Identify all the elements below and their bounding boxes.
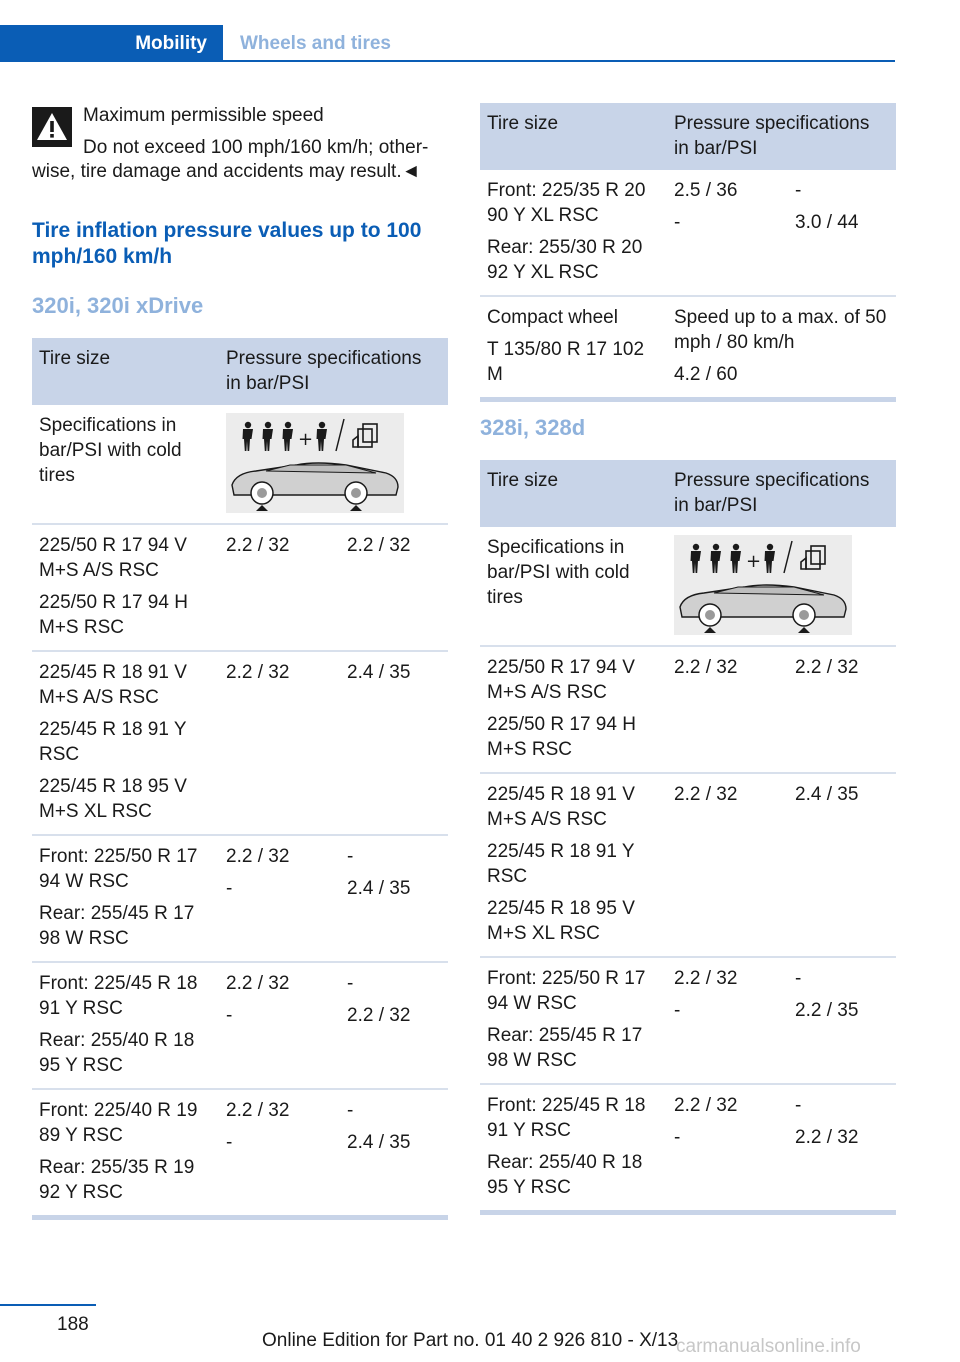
pressure-cell-2-line: - xyxy=(795,1095,802,1116)
vehicle-load-icon xyxy=(674,535,852,635)
pressure-cell-2 xyxy=(788,1084,896,1213)
pressure-cell-1 xyxy=(219,1089,340,1218)
tire-size-cell-line: 225/50 R 17 94 H M+S RSC xyxy=(487,714,636,760)
pressure-cell-1-line: - xyxy=(674,1127,681,1148)
pressure-cell-2-line: 2.4 / 35 xyxy=(795,784,859,805)
section-heading: Tire inflation pressure values up to 100 mph/160 km/h xyxy=(32,219,422,268)
compact-wheel-value: 4.2 / 60 xyxy=(674,364,738,385)
pressure-cell-2 xyxy=(788,646,896,773)
svg-text:+: + xyxy=(746,551,762,572)
tab-wheels-and-tires: Wheels and tires xyxy=(240,32,391,54)
tire-size-cell-line: 225/50 R 17 94 H M+S RSC xyxy=(39,592,188,638)
pressure-table-328i xyxy=(480,460,896,1215)
svg-text:+: + xyxy=(298,429,314,450)
pressure-cell-1-line: 2.2 / 32 xyxy=(674,657,738,678)
pressure-cell-2-line: 2.2 / 32 xyxy=(347,1005,411,1026)
table-row xyxy=(480,527,896,646)
tire-size-cell-line: Front: 225/45 R 18 91 Y RSC xyxy=(487,1095,646,1141)
pressure-cell-2 xyxy=(788,170,896,296)
compact-wheel-cell xyxy=(480,296,667,400)
col-header-pressure: Pressure specifications in bar/PSI xyxy=(667,460,896,527)
pressure-cell-1-line: 2.2 / 32 xyxy=(226,535,290,556)
tire-size-cell-line: Front: 225/35 R 20 90 Y XL RSC xyxy=(487,180,646,226)
spec-label: Specifications in bar/PSI with cold tires xyxy=(480,527,667,646)
tire-size-cell-line: Rear: 255/45 R 17 98 W RSC xyxy=(39,903,195,949)
warning-block xyxy=(32,103,448,185)
col-header-tire-size: Tire size xyxy=(32,338,219,405)
pressure-cell-1 xyxy=(667,773,788,957)
pressure-cell-2-line: - xyxy=(795,180,802,201)
tire-size-cell-line: 225/45 R 18 91 Y RSC xyxy=(487,841,635,887)
table-row xyxy=(32,962,448,1089)
spec-label: Specifications in bar/PSI with cold tires xyxy=(32,405,219,524)
pressure-cell-2-line: 2.2 / 32 xyxy=(795,1127,859,1148)
tire-size-cell-line: Front: 225/40 R 19 89 Y RSC xyxy=(39,1100,198,1146)
pressure-cell-1 xyxy=(219,835,340,962)
tire-size-cell xyxy=(32,962,219,1089)
load-cell xyxy=(667,527,896,646)
compact-wheel-size: T 135/80 R 17 102 M xyxy=(487,339,645,385)
pressure-cell-1-line: 2.5 / 36 xyxy=(674,180,738,201)
pressure-table-continued xyxy=(480,103,896,402)
col-header-tire-size: Tire size xyxy=(480,103,667,170)
pressure-cell-2-line: - xyxy=(347,1100,354,1121)
tire-size-cell-line: 225/45 R 18 95 V M+S XL RSC xyxy=(39,776,187,822)
pressure-cell-2-line: 2.4 / 35 xyxy=(347,1132,411,1153)
pressure-cell-1-line: 2.2 / 32 xyxy=(226,973,290,994)
tab-mobility: Mobility xyxy=(0,25,223,62)
tire-size-cell-line: 225/50 R 17 94 V M+S A/S RSC xyxy=(39,535,187,581)
tire-size-cell xyxy=(480,957,667,1084)
tire-size-cell-line: 225/45 R 18 91 V M+S A/S RSC xyxy=(39,662,187,708)
pressure-cell-1-line: 2.2 / 32 xyxy=(674,784,738,805)
pressure-table-320i xyxy=(32,338,448,1220)
pressure-cell-2 xyxy=(788,957,896,1084)
table-row xyxy=(32,651,448,835)
pressure-cell-2-line: 2.2 / 35 xyxy=(795,1000,859,1021)
tire-size-cell-line: 225/50 R 17 94 V M+S A/S RSC xyxy=(487,657,635,703)
pressure-cell-2 xyxy=(340,835,448,962)
tire-size-cell-line: Rear: 255/40 R 18 95 Y RSC xyxy=(487,1152,643,1198)
col-header-pressure: Pressure specifications in bar/PSI xyxy=(667,103,896,170)
pressure-cell-1 xyxy=(667,170,788,296)
col-header-tire-size: Tire size xyxy=(480,460,667,527)
pressure-cell-1-line: - xyxy=(226,1132,233,1153)
pressure-cell-1-line: 2.2 / 32 xyxy=(674,1095,738,1116)
model-heading-328i: 328i, 328d xyxy=(480,415,586,440)
pressure-cell-2 xyxy=(340,651,448,835)
tire-size-cell xyxy=(32,1089,219,1218)
tire-size-cell-line: Rear: 255/45 R 17 98 W RSC xyxy=(487,1025,643,1071)
pressure-cell-1-line: 2.2 / 32 xyxy=(226,846,290,867)
pressure-cell-1-line: 2.2 / 32 xyxy=(226,662,290,683)
pressure-cell-2-line: 2.2 / 32 xyxy=(795,657,859,678)
pressure-cell-2 xyxy=(788,773,896,957)
load-cell xyxy=(219,405,448,524)
table-row xyxy=(32,835,448,962)
pressure-cell-2-line: - xyxy=(347,846,354,867)
pressure-cell-1-line: - xyxy=(674,212,681,233)
tire-size-cell xyxy=(480,1084,667,1213)
tire-size-cell-line: Front: 225/50 R 17 94 W RSC xyxy=(39,846,198,892)
pressure-cell-2 xyxy=(340,962,448,1089)
compact-wheel-note: Speed up to a max. of 50 mph / 80 km/h xyxy=(674,307,887,353)
pressure-cell-1 xyxy=(219,651,340,835)
pressure-cell-2 xyxy=(340,1089,448,1218)
warning-title: Maximum permissible speed xyxy=(83,105,324,126)
pressure-cell-1-line: - xyxy=(226,878,233,899)
tire-size-cell-line: 225/45 R 18 91 Y RSC xyxy=(39,719,187,765)
edition-text: Online Edition for Part no. 01 40 2 926 810 - X/13 xyxy=(262,1330,679,1351)
table-row xyxy=(480,773,896,957)
pressure-cell-1 xyxy=(219,962,340,1089)
tire-size-cell-line: Rear: 255/30 R 20 92 Y XL RSC xyxy=(487,237,643,283)
pressure-cell-2-line: 3.0 / 44 xyxy=(795,212,859,233)
tire-size-cell xyxy=(480,773,667,957)
footer-rule xyxy=(0,1304,96,1306)
table-row xyxy=(480,957,896,1084)
pressure-cell-1 xyxy=(219,524,340,651)
warning-text-2: wise, tire damage and accidents may result.◄ xyxy=(32,161,421,182)
tire-size-cell xyxy=(32,524,219,651)
tire-size-cell-line: Front: 225/45 R 18 91 Y RSC xyxy=(39,973,198,1019)
pressure-cell-2 xyxy=(340,524,448,651)
tire-size-cell-line: Rear: 255/40 R 18 95 Y RSC xyxy=(39,1030,195,1076)
tire-size-cell xyxy=(32,835,219,962)
pressure-cell-2-line: 2.4 / 35 xyxy=(347,878,411,899)
tire-size-cell xyxy=(480,646,667,773)
pressure-cell-2-line: - xyxy=(347,973,354,994)
tire-size-cell-line: 225/45 R 18 91 V M+S A/S RSC xyxy=(487,784,635,830)
compact-wheel-pressure xyxy=(667,296,896,400)
table-row xyxy=(32,405,448,524)
table-row xyxy=(480,170,896,296)
col-header-pressure: Pressure specifications in bar/PSI xyxy=(219,338,448,405)
warning-text-1: Do not exceed 100 mph/160 km/h; other- xyxy=(83,137,429,158)
table-row xyxy=(480,646,896,773)
pressure-cell-1-line: 2.2 / 32 xyxy=(226,1100,290,1121)
tire-size-cell-line: Rear: 255/35 R 19 92 Y RSC xyxy=(39,1157,195,1203)
pressure-cell-2-line: - xyxy=(795,968,802,989)
tire-size-cell xyxy=(480,170,667,296)
vehicle-load-icon xyxy=(226,413,404,513)
table-row-compact-wheel xyxy=(480,296,896,400)
tire-size-cell xyxy=(32,651,219,835)
table-row xyxy=(480,1084,896,1213)
warning-triangle-icon xyxy=(32,107,72,147)
tire-size-cell-line: 225/45 R 18 95 V M+S XL RSC xyxy=(487,898,635,944)
compact-wheel-label: Compact wheel xyxy=(487,307,618,328)
table-row xyxy=(32,524,448,651)
watermark: carmanualsonline.info xyxy=(676,1336,861,1357)
pressure-cell-1 xyxy=(667,957,788,1084)
pressure-cell-1 xyxy=(667,1084,788,1213)
pressure-cell-1-line: 2.2 / 32 xyxy=(674,968,738,989)
page-number: 188 xyxy=(57,1314,89,1335)
pressure-cell-1-line: - xyxy=(674,1000,681,1021)
table-row xyxy=(32,1089,448,1218)
pressure-cell-1-line: - xyxy=(226,1005,233,1026)
model-heading-320i: 320i, 320i xDrive xyxy=(32,293,204,318)
pressure-cell-2-line: 2.4 / 35 xyxy=(347,662,411,683)
pressure-cell-1 xyxy=(667,646,788,773)
pressure-cell-2-line: 2.2 / 32 xyxy=(347,535,411,556)
tire-size-cell-line: Front: 225/50 R 17 94 W RSC xyxy=(487,968,646,1014)
header-rule xyxy=(0,60,895,62)
